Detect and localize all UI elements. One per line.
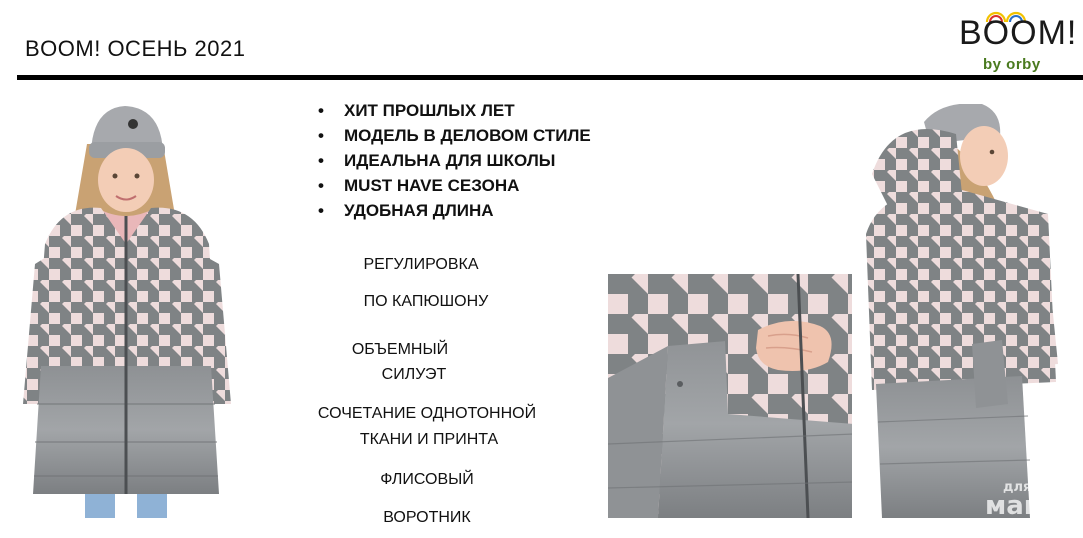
- product-photo-front: [5, 104, 247, 518]
- feature-fabric-caption: ТКАНИ И ПРИНТА: [359, 431, 499, 448]
- feature-bullet-list: [318, 98, 591, 223]
- product-photo-side: [852, 104, 1058, 518]
- feature-collar-caption: ВОРОТНИК: [383, 509, 471, 526]
- feature-collar-label: ФЛИСОВЫЙ: [380, 471, 474, 488]
- brand-logo: [953, 4, 1079, 76]
- logo-tagline: by orby: [983, 56, 1041, 73]
- feature-hood-label: РЕГУЛИРОВКА: [363, 256, 479, 273]
- watermark: для мам: [985, 480, 1046, 521]
- feature-fabric-label: СОЧЕТАНИЕ ОДНОТОННОЙ: [317, 405, 537, 422]
- feature-silhouette-label: ОБЪЕМНЫЙ: [351, 341, 449, 358]
- product-photo-detail: [608, 274, 854, 518]
- bullet-item: • МОДЕЛЬ В ДЕЛОВОМ СТИЛЕ: [318, 126, 591, 145]
- logo-wordmark: BOOM!: [959, 14, 1078, 52]
- slide-title: BOOM! ОСЕНЬ 2021: [25, 36, 246, 61]
- header-divider: [17, 75, 1083, 80]
- bullet-item: • ХИТ ПРОШЛЫХ ЛЕТ: [318, 101, 515, 120]
- bullet-item: • УДОБНАЯ ДЛИНА: [318, 201, 494, 220]
- bullet-item: • ИДЕАЛЬНА ДЛЯ ШКОЛЫ: [318, 151, 556, 170]
- feature-silhouette-caption: СИЛУЭТ: [381, 366, 447, 383]
- bullet-item: • MUST HAVE СЕЗОНА: [318, 176, 520, 195]
- feature-hood-caption: ПО КАПЮШОНУ: [363, 293, 489, 310]
